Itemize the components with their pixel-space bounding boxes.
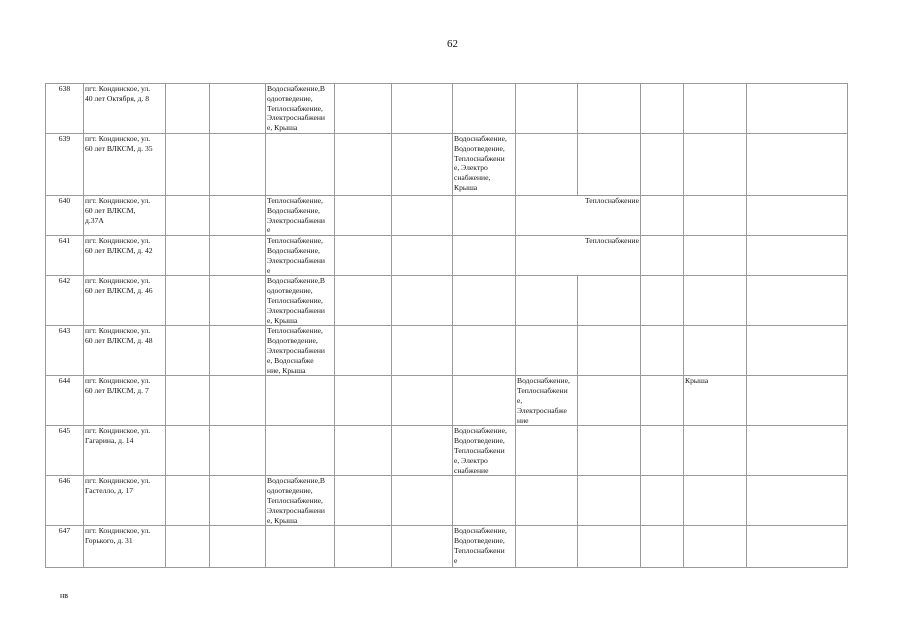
empty-cell [392, 196, 453, 236]
cell-text: пгт. Кондинское, ул. 60 лет ВЛКСМ, д. 46 [85, 276, 153, 296]
work-type-cell [516, 236, 641, 276]
empty-cell [747, 526, 848, 568]
empty-cell [166, 134, 210, 196]
work-type-cell [453, 376, 516, 426]
empty-cell [578, 376, 641, 426]
cell-text: Водоснабжение, Водоотведение, Теплоснабжени е [454, 526, 507, 565]
empty-cell [166, 526, 210, 568]
cell-text: пгт. Кондинское, ул. 40 лет Октября, д. 8 [85, 84, 151, 103]
empty-cell [392, 426, 453, 476]
work-type-cell [266, 196, 335, 236]
work-type-cell [453, 276, 516, 326]
table-row [46, 476, 848, 526]
empty-cell [747, 476, 848, 526]
empty-cell [335, 276, 392, 326]
page-number: 62 [447, 38, 458, 50]
cell-text: 638 [58, 84, 71, 93]
empty-cell [392, 236, 453, 276]
cell-text: 646 [58, 476, 71, 486]
work-type-cell [516, 134, 578, 196]
table-row [46, 134, 848, 196]
empty-cell [747, 196, 848, 236]
cell-text: Теплоснабжение [584, 236, 639, 246]
empty-cell [335, 134, 392, 196]
empty-cell [166, 84, 210, 134]
cell-text: пгт. Кондинское, ул. Горького, д. 31 [85, 526, 151, 546]
empty-cell [166, 196, 210, 236]
cell-text: 643 [58, 326, 71, 336]
work-type-cell [453, 134, 516, 196]
empty-cell [210, 426, 266, 476]
work-type-cell [684, 376, 747, 426]
cell-text: 644 [58, 376, 71, 386]
work-type-cell [516, 526, 578, 568]
housing-repair-table [45, 83, 848, 568]
empty-cell [335, 376, 392, 426]
work-type-cell [516, 276, 578, 326]
table-row [46, 426, 848, 476]
empty-cell [166, 476, 210, 526]
empty-cell [578, 326, 641, 376]
cell-text: Водоснабжение, Водоотведение, Теплоснабжени е, Электро снабжение, Крыша [454, 134, 507, 192]
empty-cell [392, 526, 453, 568]
cell-text: Водоснабжение, Водоотведение, Теплоснабжени е, Электро снабжение [454, 426, 507, 475]
work-type-cell [266, 526, 335, 568]
empty-cell [392, 84, 453, 134]
row-number-cell [46, 526, 84, 568]
work-type-cell [516, 196, 641, 236]
empty-cell [392, 326, 453, 376]
empty-cell [641, 276, 684, 326]
work-type-cell [516, 426, 578, 476]
table-row [46, 276, 848, 326]
row-number-cell [46, 276, 84, 326]
empty-cell [641, 376, 684, 426]
empty-cell [641, 326, 684, 376]
empty-cell [747, 426, 848, 476]
empty-cell [641, 526, 684, 568]
empty-cell [392, 376, 453, 426]
cell-text: пгт. Кондинское, ул. 60 лет ВЛКСМ, д. 42 [85, 236, 153, 255]
empty-cell [641, 134, 684, 196]
work-type-cell [684, 134, 747, 196]
row-number-cell [46, 196, 84, 236]
table-row [46, 84, 848, 134]
work-type-cell [684, 326, 747, 376]
empty-cell [578, 476, 641, 526]
row-number-cell [46, 134, 84, 196]
empty-cell [747, 84, 848, 134]
cell-text: пгт. Кондинское, ул. Гастелло, д. 17 [85, 476, 151, 496]
cell-text: Водоснабжение,В одоотведение, Теплоснабжение, Электроснабжени е, Крыша [267, 276, 325, 325]
empty-cell [747, 236, 848, 276]
cell-text: Теплоснабжение, Водоснабжение, Электроснабжени е [267, 196, 325, 235]
cell-text: Водоснабжение,В одоотведение, Теплоснабжение, Электроснабжени е, Крыша [267, 476, 325, 525]
cell-text: 645 [58, 426, 71, 436]
empty-cell [578, 84, 641, 134]
empty-cell [210, 84, 266, 134]
empty-cell [641, 426, 684, 476]
work-type-cell [453, 236, 516, 276]
empty-cell [210, 476, 266, 526]
row-number-cell [46, 376, 84, 426]
empty-cell [335, 326, 392, 376]
empty-cell [210, 276, 266, 326]
work-type-cell [266, 236, 335, 276]
work-type-cell [453, 526, 516, 568]
cell-text: Водоснабжение,В одоотведение, Теплоснабжение, Электроснабжени е, Крыша [267, 84, 325, 133]
cell-text: пгт. Кондинское, ул. 60 лет ВЛКСМ, д. 35 [85, 134, 153, 153]
empty-cell [166, 376, 210, 426]
cell-text: Теплоснабжение [584, 196, 639, 205]
table-row [46, 376, 848, 426]
empty-cell [335, 526, 392, 568]
empty-cell [578, 526, 641, 568]
empty-cell [747, 326, 848, 376]
cell-text: Водоснабжение, Теплоснабжени е, Электроснабже ние [517, 376, 570, 425]
row-number-cell [46, 476, 84, 526]
empty-cell [747, 376, 848, 426]
row-number-cell [46, 84, 84, 134]
empty-cell [747, 276, 848, 326]
cell-text: 639 [58, 134, 71, 143]
work-type-cell [266, 376, 335, 426]
address-cell [84, 134, 166, 196]
work-type-cell [453, 476, 516, 526]
work-type-cell [266, 134, 335, 196]
work-type-cell [684, 526, 747, 568]
address-cell [84, 196, 166, 236]
work-type-cell [684, 84, 747, 134]
empty-cell [392, 476, 453, 526]
work-type-cell [684, 196, 747, 236]
empty-cell [210, 376, 266, 426]
cell-text: пгт. Кондинское, ул. 60 лет ВЛКСМ, д. 48 [85, 326, 153, 346]
work-type-cell [266, 476, 335, 526]
empty-cell [166, 426, 210, 476]
empty-cell [166, 276, 210, 326]
empty-cell [578, 276, 641, 326]
address-cell [84, 376, 166, 426]
address-cell [84, 426, 166, 476]
cell-text: пгт. Кондинское, ул. 60 лет ВЛКСМ, д.37А [85, 196, 151, 225]
work-type-cell [453, 84, 516, 134]
empty-cell [210, 134, 266, 196]
work-type-cell [453, 326, 516, 376]
cell-text: Теплоснабжение, Водоотведение, Электроснабжени е, Водоснабже ние, Крыша [267, 326, 325, 375]
empty-cell [641, 236, 684, 276]
empty-cell [166, 236, 210, 276]
empty-cell [210, 236, 266, 276]
cell-text: 642 [58, 276, 71, 286]
empty-cell [335, 84, 392, 134]
cell-text: Крыша [685, 376, 709, 386]
work-type-cell [684, 476, 747, 526]
address-cell [84, 526, 166, 568]
empty-cell [641, 84, 684, 134]
table-row [46, 526, 848, 568]
empty-cell [335, 426, 392, 476]
cell-text: 647 [58, 526, 71, 536]
address-cell [84, 276, 166, 326]
address-cell [84, 326, 166, 376]
empty-cell [210, 326, 266, 376]
work-type-cell [266, 326, 335, 376]
address-cell [84, 476, 166, 526]
empty-cell [335, 196, 392, 236]
cell-text: пгт. Кондинское, ул. Гагарина, д. 14 [85, 426, 151, 446]
empty-cell [641, 476, 684, 526]
empty-cell [578, 426, 641, 476]
table-row [46, 196, 848, 236]
table-body [46, 84, 848, 568]
address-cell [84, 236, 166, 276]
work-type-cell [684, 276, 747, 326]
empty-cell [392, 134, 453, 196]
work-type-cell [516, 84, 578, 134]
address-cell [84, 84, 166, 134]
work-type-cell [266, 426, 335, 476]
cell-text: пгт. Кондинское, ул. 60 лет ВЛКСМ, д. 7 [85, 376, 151, 396]
table-row [46, 236, 848, 276]
empty-cell [210, 196, 266, 236]
empty-cell [578, 134, 641, 196]
empty-cell [641, 196, 684, 236]
work-type-cell [516, 326, 578, 376]
table-row [46, 326, 848, 376]
work-type-cell [453, 196, 516, 236]
work-type-cell [516, 476, 578, 526]
footer-note: нв [60, 591, 69, 600]
empty-cell [210, 526, 266, 568]
row-number-cell [46, 426, 84, 476]
work-type-cell [516, 376, 578, 426]
row-number-cell [46, 326, 84, 376]
work-type-cell [684, 236, 747, 276]
row-number-cell [46, 236, 84, 276]
work-type-cell [266, 276, 335, 326]
empty-cell [747, 134, 848, 196]
empty-cell [335, 476, 392, 526]
empty-cell [335, 236, 392, 276]
cell-text: 640 [58, 196, 71, 205]
work-type-cell [684, 426, 747, 476]
work-type-cell [266, 84, 335, 134]
work-type-cell [453, 426, 516, 476]
cell-text: Теплоснабжение, Водоснабжение, Электроснабжени е [267, 236, 325, 275]
empty-cell [392, 276, 453, 326]
empty-cell [166, 326, 210, 376]
cell-text: 641 [58, 236, 71, 246]
